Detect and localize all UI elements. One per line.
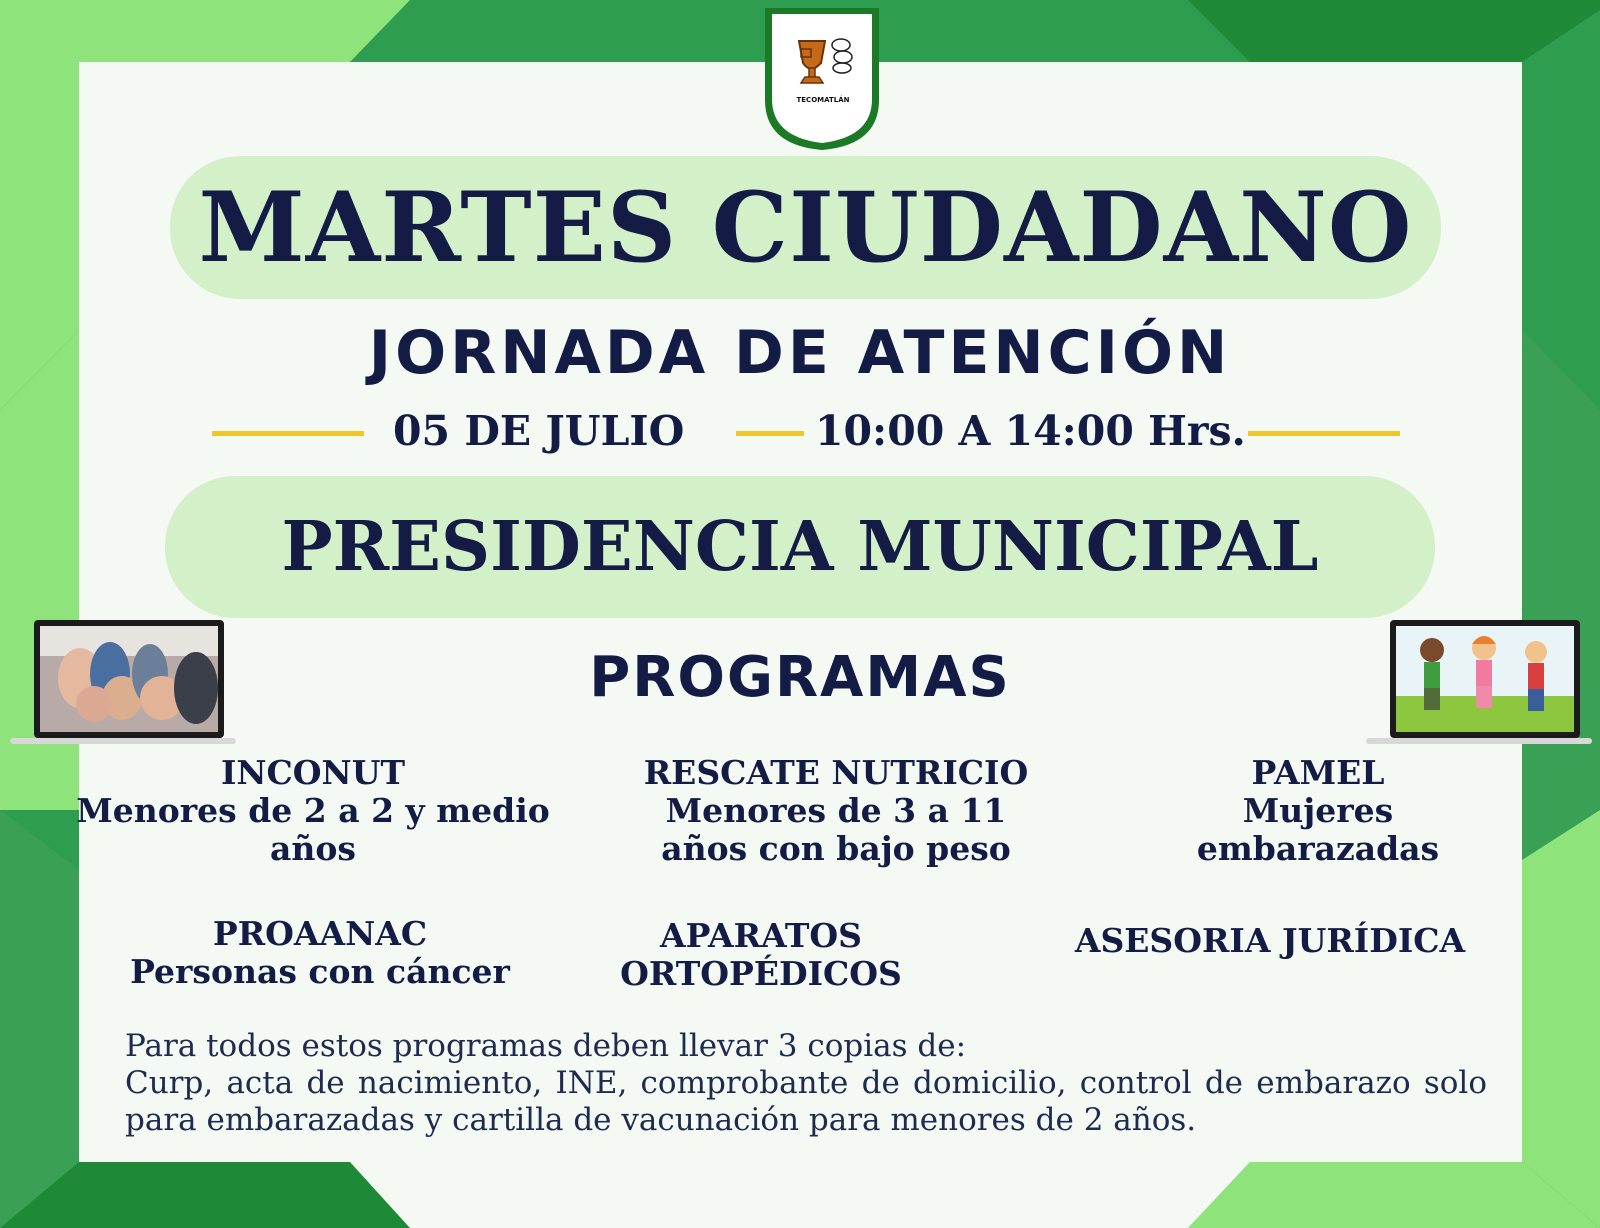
program-description: Personas con cáncer [130, 952, 510, 991]
program-name: PROAANAC [212, 914, 428, 953]
event-place: PRESIDENCIA MUNICIPAL [281, 507, 1319, 587]
program-description: Menores de 3 a 11 años con bajo peso [661, 791, 1011, 868]
program-item [596, 917, 926, 993]
program-name: RESCATE NUTRICIO [643, 753, 1029, 792]
programs-heading: PROGRAMAS [589, 645, 1011, 710]
program-description: Mujeres embarazadas [1196, 791, 1440, 868]
page-title: MARTES CIUDADANO [198, 171, 1413, 284]
program-item [1040, 922, 1500, 960]
program-name: ASESORIA JURÍDICA [1074, 921, 1466, 960]
program-item [110, 915, 530, 991]
program-item [596, 754, 1076, 868]
program-name: APARATOS ORTOPÉDICOS [620, 916, 902, 993]
program-item [70, 754, 556, 868]
event-time: 10:00 A 14:00 Hrs. [815, 407, 1246, 455]
program-item [1118, 754, 1518, 868]
divider-right [1248, 431, 1400, 436]
divider-middle [736, 431, 804, 436]
subtitle: JORNADA DE ATENCIÓN [368, 318, 1232, 388]
program-description: Menores de 2 a 2 y medio años [76, 791, 550, 868]
event-date: 05 DE JULIO [393, 407, 685, 455]
divider-left [212, 431, 364, 436]
municipal-shield-logo [761, 5, 883, 153]
program-name: PAMEL [1251, 753, 1385, 792]
requirements-note [125, 1028, 1487, 1139]
program-name: INCONUT [220, 753, 406, 792]
requirements-list: Curp, acta de nacimiento, INE, comprobante de domicilio, control de embarazo solo para embarazadas y cartilla de vacunación para menores de 2 años. [125, 1065, 1487, 1138]
requirements-intro: Para todos estos programas deben llevar 3 copias de: [125, 1028, 967, 1064]
logo-text: TECOMATLÁN [796, 96, 850, 104]
